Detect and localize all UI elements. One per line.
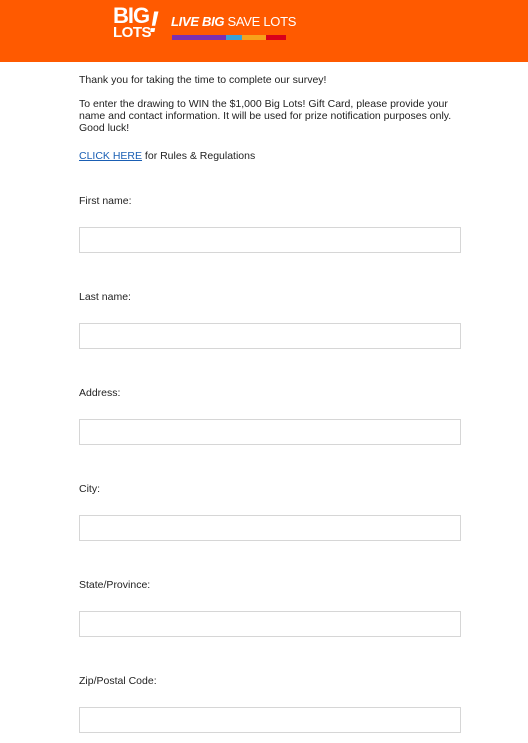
color-bar-segment (202, 35, 226, 40)
rules-suffix-text: for Rules & Regulations (142, 150, 256, 162)
color-bar-segment (226, 35, 242, 40)
tagline (171, 15, 296, 29)
logo-exclamation: ! (149, 6, 159, 39)
brand-color-bar (172, 35, 286, 40)
state-input[interactable] (79, 611, 461, 637)
rules-line (79, 150, 463, 162)
color-bar-segment (242, 35, 266, 40)
big-lots-logo (113, 3, 161, 46)
tagline-save-lots: SAVE LOTS (227, 14, 297, 29)
rules-link[interactable]: CLICK HERE (79, 150, 143, 162)
site-header (0, 0, 528, 62)
state-label: State/Province: (79, 579, 151, 591)
drawing-info-text: To enter the drawing to WIN the $1,000 Big Lots! Gift Card, please provide your name and contact information. It will be used for prize notification purposes only. Good luck! (79, 98, 452, 134)
city-label: City: (79, 483, 100, 495)
thank-you-text: Thank you for taking the time to complete our survey! (79, 74, 327, 86)
city-input[interactable] (79, 515, 461, 541)
last-name-input[interactable] (79, 323, 461, 349)
first-name-input[interactable] (79, 227, 461, 253)
zip-label: Zip/Postal Code: (79, 675, 157, 687)
last-name-label: Last name: (79, 291, 131, 303)
logo-text-big: BIG (113, 3, 150, 28)
first-name-label: First name: (79, 195, 132, 207)
tagline-live-big: LIVE BIG (171, 14, 225, 29)
color-bar-segment (266, 35, 286, 40)
logo-text-lots: LOTS (113, 24, 151, 41)
color-bar-segment (172, 35, 202, 40)
address-input[interactable] (79, 419, 461, 445)
zip-input[interactable] (79, 707, 461, 733)
address-label: Address: (79, 387, 121, 399)
